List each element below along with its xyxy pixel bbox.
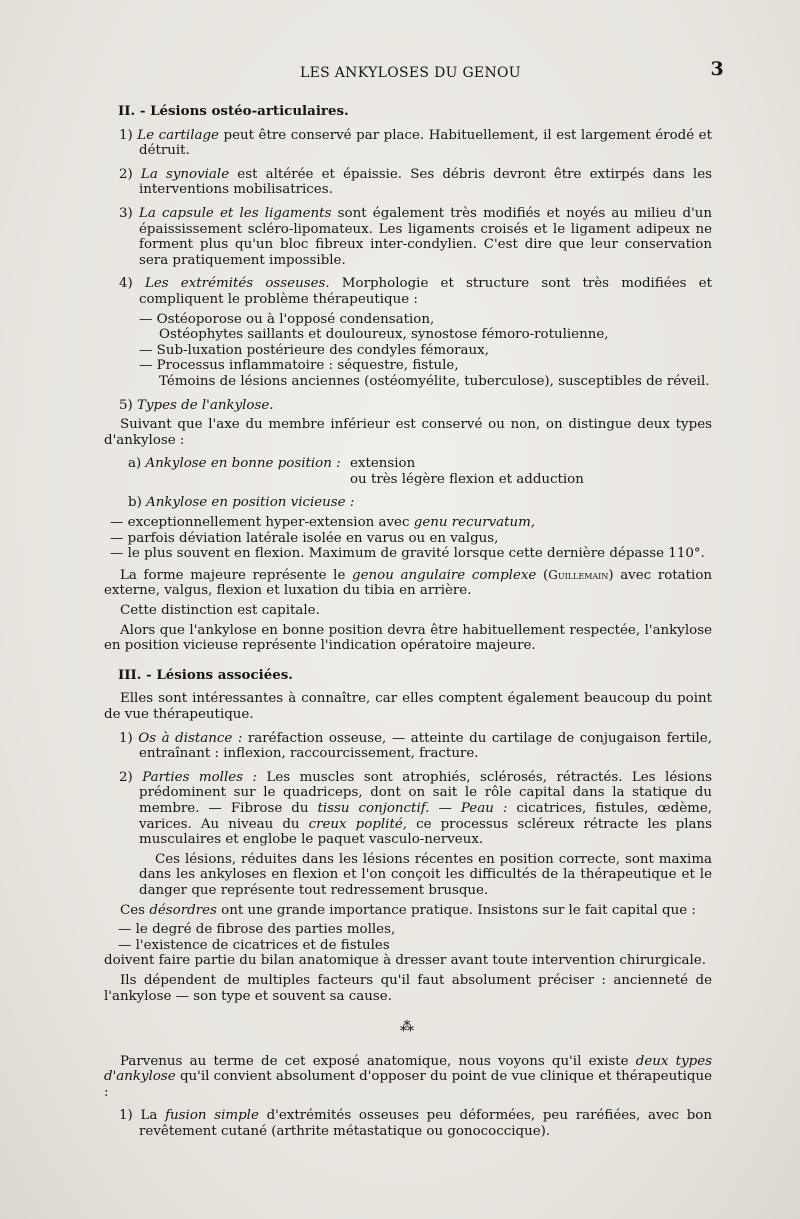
- paragraph: Alors que l'ankylose en bonne position devra être habituellement respectée, l'ankylose en position vicieuse représente l'indication opératoire majeure.: [104, 622, 712, 654]
- paragraph: Ces lésions, réduites dans les lésions récentes en position correcte, sont maxima dans les ankyloses en flexion et l'on conçoit les difficultés de la thérapeutique et le danger que représente tout redressement brusque.: [139, 851, 712, 898]
- list-line: — Sub-luxation postérieure des condyles fémoraux,: [139, 342, 489, 358]
- running-header: [300, 58, 724, 82]
- page-content: [104, 104, 712, 1148]
- list-line: — parfois déviation latérale isolée en varus ou en valgus,: [110, 530, 499, 546]
- list-item: 1) Os à distance : raréfaction osseuse, — atteinte du cartilage de conjugaison fertile, entraînant : inflexion, raccourcissement, fracture.: [119, 730, 712, 762]
- section-heading-2: II. - Lésions ostéo-articulaires.: [118, 103, 349, 119]
- list-item: 1) La fusion simple d'extrémités osseuses peu déformées, peu raréfiées, avec bon revêtement cutané (arthrite métastatique ou gonococcique).: [119, 1108, 712, 1140]
- list-line: — Processus inflammatoire : séquestre, fistule,: [139, 358, 459, 374]
- ankylose-a: a) Ankylose en bonne position : extension ou très légère flexion et adduction: [128, 456, 584, 487]
- paragraph: Ces désordres ont une grande importance pratique. Insistons sur le fait capital que :: [120, 902, 696, 918]
- paragraph: La forme majeure représente le genou angulaire complexe (Guillemain) avec rotation externe, valgus, flexion et luxation du tibia en arrière.: [104, 567, 713, 599]
- page-number: 3: [710, 58, 724, 80]
- list-item: 2) Parties molles : Les muscles sont atrophiés, sclérosés, rétractés. Les lésions prédominent sur le quadriceps, dont on sait le rôle capital dans la statique du membre. — Fibrose du tissu conjonctif. — Peau : cicatrices, fistules, œdème, varices. Au niveau du creux poplité, ce processus scléreux rétracte les plans musculaires et englobe le paquet vasculo-nerveux.: [119, 769, 713, 848]
- list-line: — l'existence de cicatrices et de fistules: [118, 937, 390, 953]
- paragraph: Parvenus au terme de cet exposé anatomique, nous voyons qu'il existe deux types d'ankylose qu'il convient absolument d'opposer du point de vue clinique et thérapeutique :: [104, 1053, 712, 1100]
- paragraph: Elles sont intéressantes à connaître, car elles comptent également beaucoup du point de vue thérapeutique.: [104, 691, 712, 722]
- bone-list: [104, 312, 712, 390]
- paragraph: Ils dépendent de multiples facteurs qu'il faut absolument préciser : ancienneté de l'ankylose — son type et souvent sa cause.: [104, 972, 712, 1004]
- running-title: LES ANKYLOSES DU GENOU: [300, 65, 521, 81]
- ankylose-b: b) Ankylose en position vicieuse :: [128, 495, 355, 511]
- list-line: Ostéophytes saillants et douloureux, synostose fémoro-rotulienne,: [159, 327, 609, 343]
- section-separator: ⁂: [400, 1019, 416, 1036]
- list-line: — exceptionnellement hyper-extension avec genu recurvatum,: [110, 515, 536, 531]
- list-line: — le degré de fibrose des parties molles,: [118, 922, 396, 938]
- paragraph: Suivant que l'axe du membre inférieur est conservé ou non, on distingue deux types d'ankylose :: [104, 417, 712, 448]
- list-item: 5) Types de l'ankylose.: [119, 397, 274, 413]
- list-item: 2) La synoviale est altérée et épaissie. Ses débris devront être extirpés dans les interventions mobilisatrices.: [119, 166, 712, 198]
- vicious-list: [104, 515, 712, 562]
- paragraph: Cette distinction est capitale.: [120, 603, 320, 619]
- list-item: 1) Le cartilage peut être conservé par place. Habituellement, il est largement érodé et détruit.: [119, 127, 712, 159]
- section-heading-3: III. - Lésions associées.: [118, 666, 293, 683]
- list-line: — Ostéoporose ou à l'opposé condensation,: [139, 311, 435, 327]
- list-line: Témoins de lésions anciennes (ostéomyélite, tuberculose), susceptibles de réveil.: [159, 373, 710, 389]
- list-line: — le plus souvent en flexion. Maximum de gravité lorsque cette dernière dépasse 110°.: [110, 546, 705, 562]
- paragraph: doivent faire partie du bilan anatomique à dresser avant toute intervention chirurgicale.: [104, 953, 706, 969]
- list-item: 3) La capsule et les ligaments sont également très modifiés et noyés au milieu d'un épaississement scléro-lipomateux. Les ligaments croisés et le ligament adipeux ne forment plus qu'un bloc fibreux inter-condylien. C'est dire que leur conservation sera pratiquement impossible.: [119, 205, 713, 268]
- list-item: 4) Les extrémités osseuses. Morphologie et structure sont très modifiées et compliquent le problème thérapeutique :: [119, 276, 712, 307]
